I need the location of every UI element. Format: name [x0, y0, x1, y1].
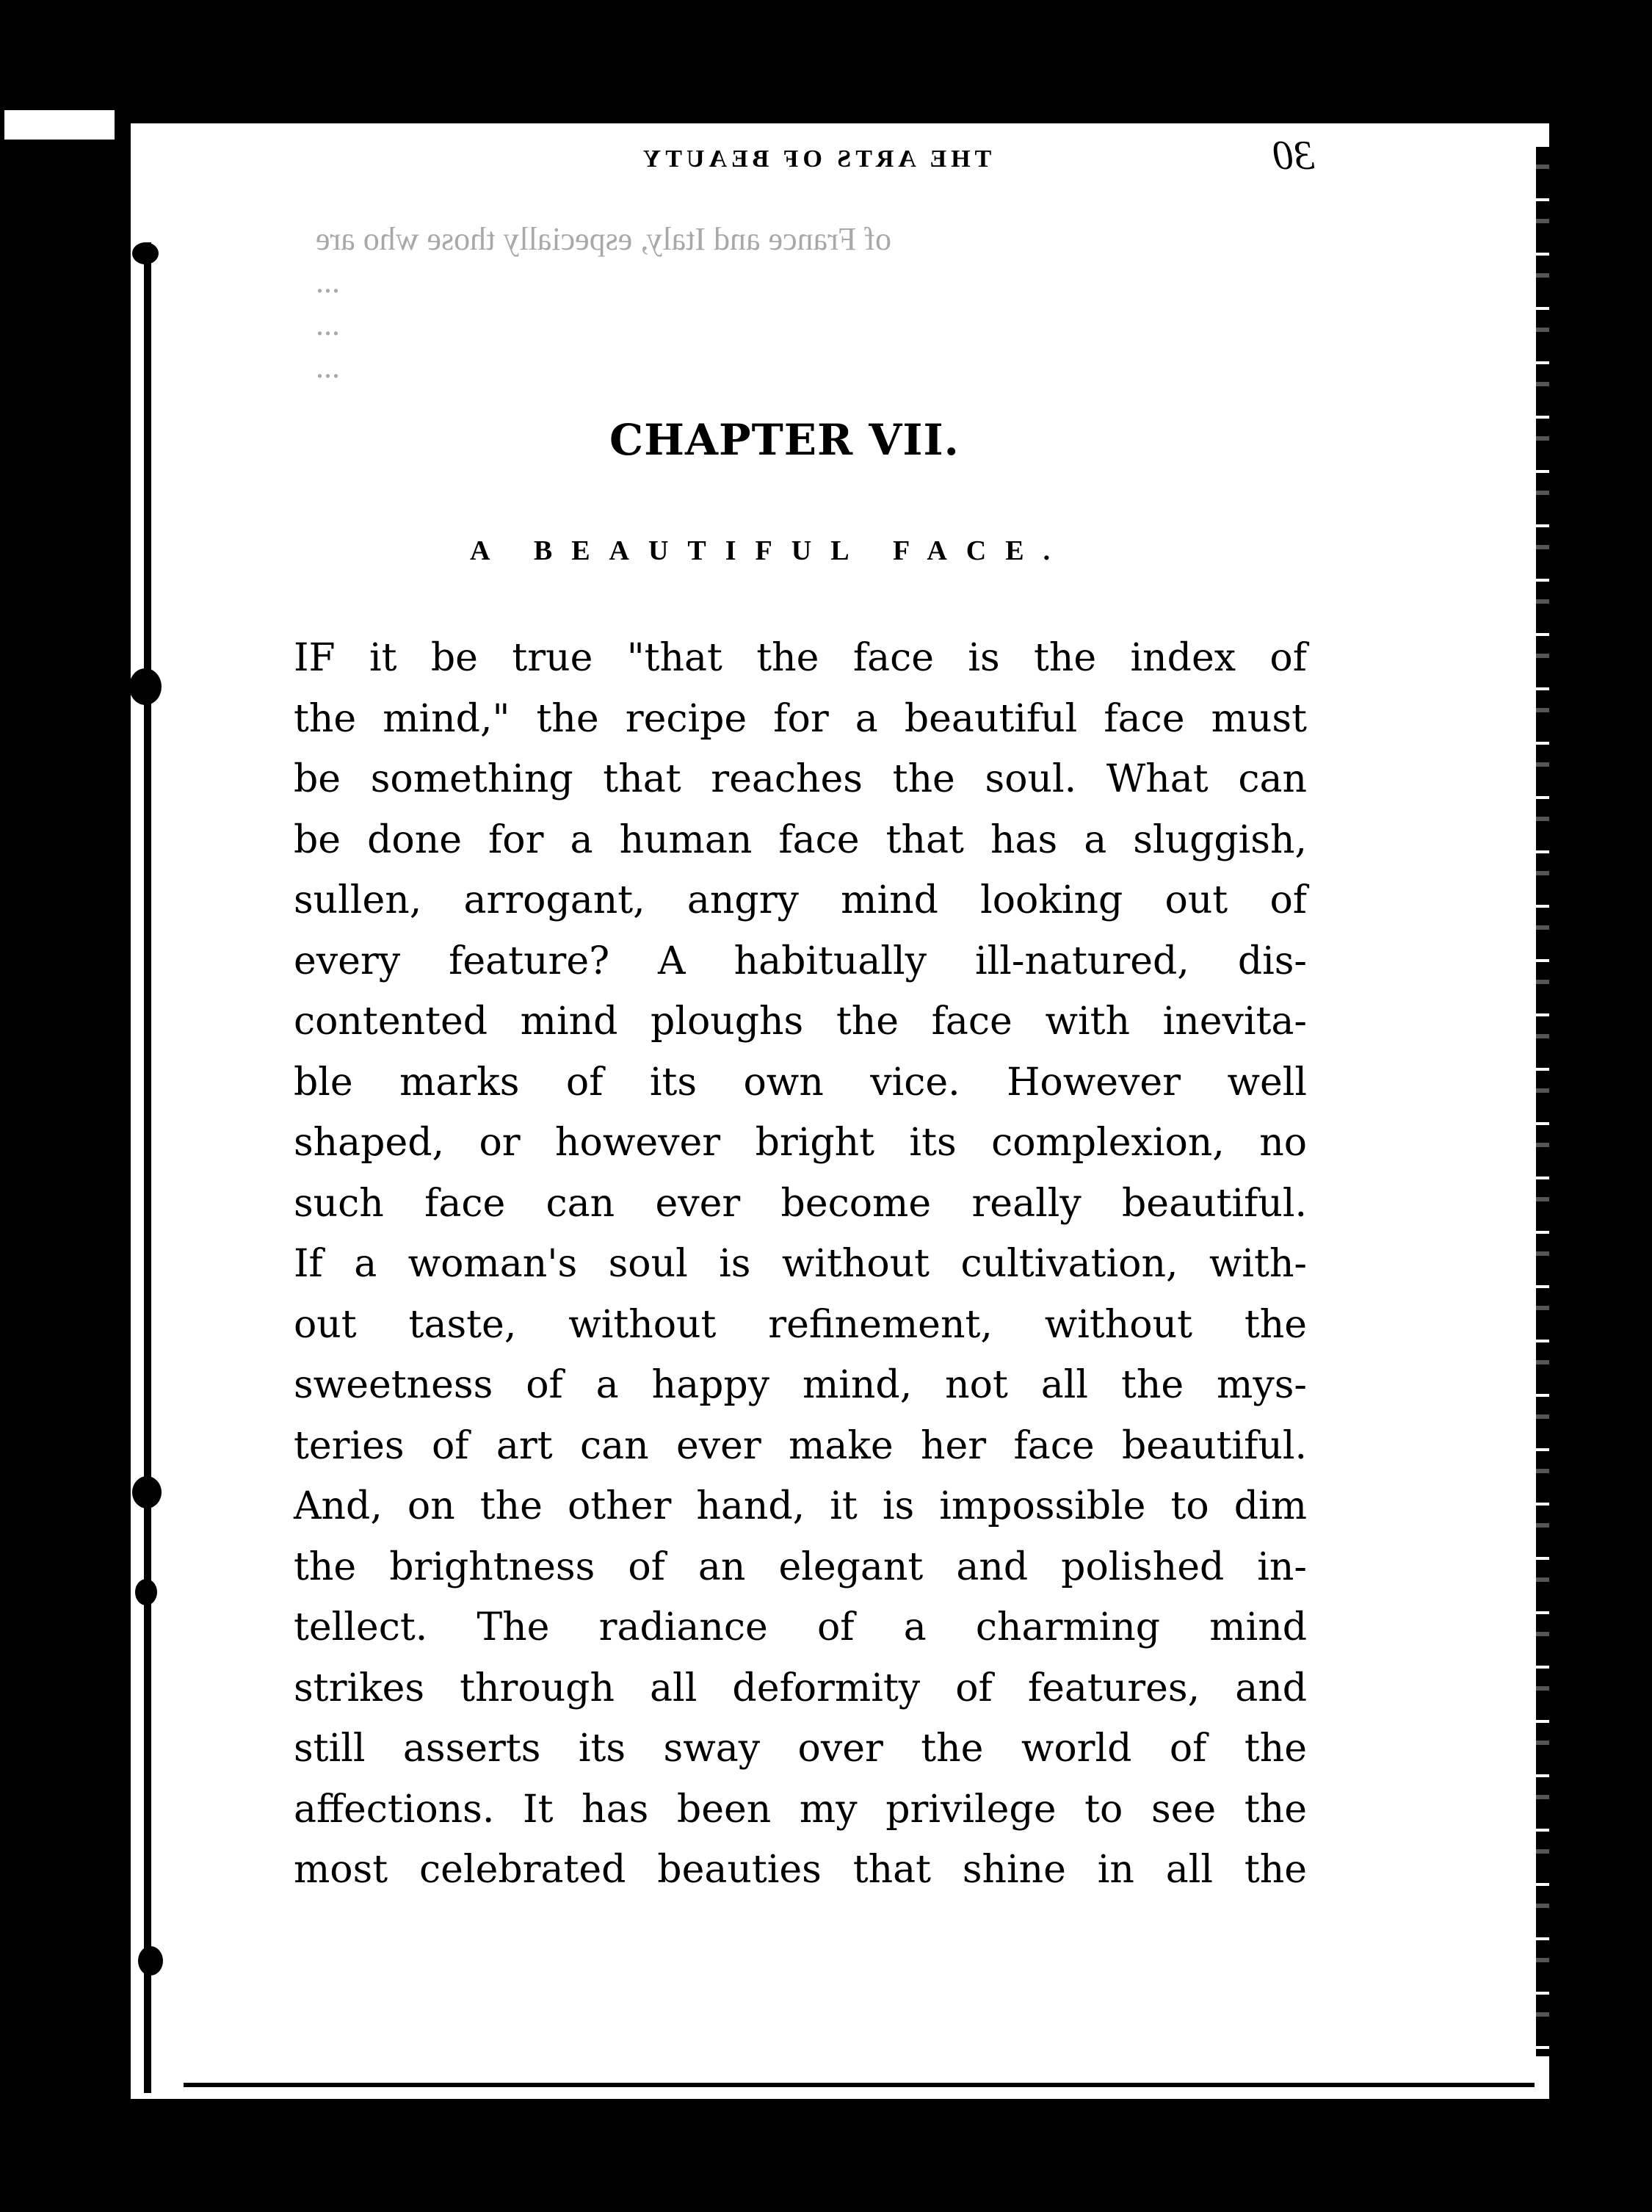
text-line: sullen, arrogant, angry mind looking out of — [294, 878, 1307, 922]
text-line: And, on the other hand, it is impossible to dim — [294, 1484, 1307, 1528]
running-head: THE ARTS OF BEAUTY — [638, 145, 992, 173]
bleed-through-text — [316, 220, 1322, 391]
bleed-through-line: ... — [316, 349, 340, 385]
spine-edge — [144, 242, 151, 2093]
page-gutter — [0, 0, 125, 2212]
text-line: the brightness of an elegant and polished in- — [294, 1544, 1307, 1589]
binding-mark — [135, 1579, 157, 1605]
body-text — [294, 628, 1307, 1901]
page-right-edge — [1536, 147, 1549, 2056]
bleed-through-line: ... — [316, 264, 340, 300]
text-line: contented mind ploughs the face with inevita- — [294, 1000, 1307, 1044]
text-line: shaped, or however bright its complexion, no — [294, 1121, 1307, 1165]
chapter-title: CHAPTER VII. — [609, 415, 960, 465]
text-line: still asserts its sway over the world of the — [294, 1727, 1307, 1771]
text-line: be done for a human face that has a sluggish, — [294, 817, 1307, 862]
text-line: affections. It has been my privilege to see the — [294, 1787, 1307, 1832]
binding-mark — [132, 242, 159, 264]
text-line: such face can ever become really beautiful. — [294, 1181, 1307, 1226]
text-line: ble marks of its own vice. However well — [294, 1060, 1307, 1105]
text-line: most celebrated beauties that shine in all the — [294, 1848, 1307, 1892]
text-line: out taste, without refinement, without the — [294, 1302, 1307, 1347]
chapter-subtitle: A BEAUTIFUL FACE. — [470, 535, 1070, 566]
binding-mark — [138, 1946, 163, 1976]
text-line: If a woman's soul is without cultivation, with- — [294, 1242, 1307, 1286]
text-line: the mind," the recipe for a beautiful face must — [294, 696, 1307, 741]
text-line: tellect. The radiance of a charming mind — [294, 1605, 1307, 1649]
text-line: every feature? A habitually ill-natured, dis- — [294, 939, 1307, 983]
text-line: be something that reaches the soul. What can — [294, 757, 1307, 801]
binding-mark — [129, 668, 162, 705]
binding-mark — [132, 1476, 162, 1508]
page-bottom-edge — [184, 2083, 1535, 2087]
text-line: teries of art can ever make her face beautiful. — [294, 1423, 1307, 1468]
bleed-through-line: of France and Italy, especially those who are — [316, 221, 891, 257]
gutter-edge — [4, 110, 115, 140]
text-line: IF it be true "that the face is the index of — [294, 636, 1307, 680]
text-line: sweetness of a happy mind, not all the mys- — [294, 1363, 1307, 1407]
bleed-through-line: ... — [316, 306, 340, 342]
text-line: strikes through all deformity of features, and — [294, 1666, 1307, 1710]
page-number: 30 — [1273, 133, 1314, 178]
